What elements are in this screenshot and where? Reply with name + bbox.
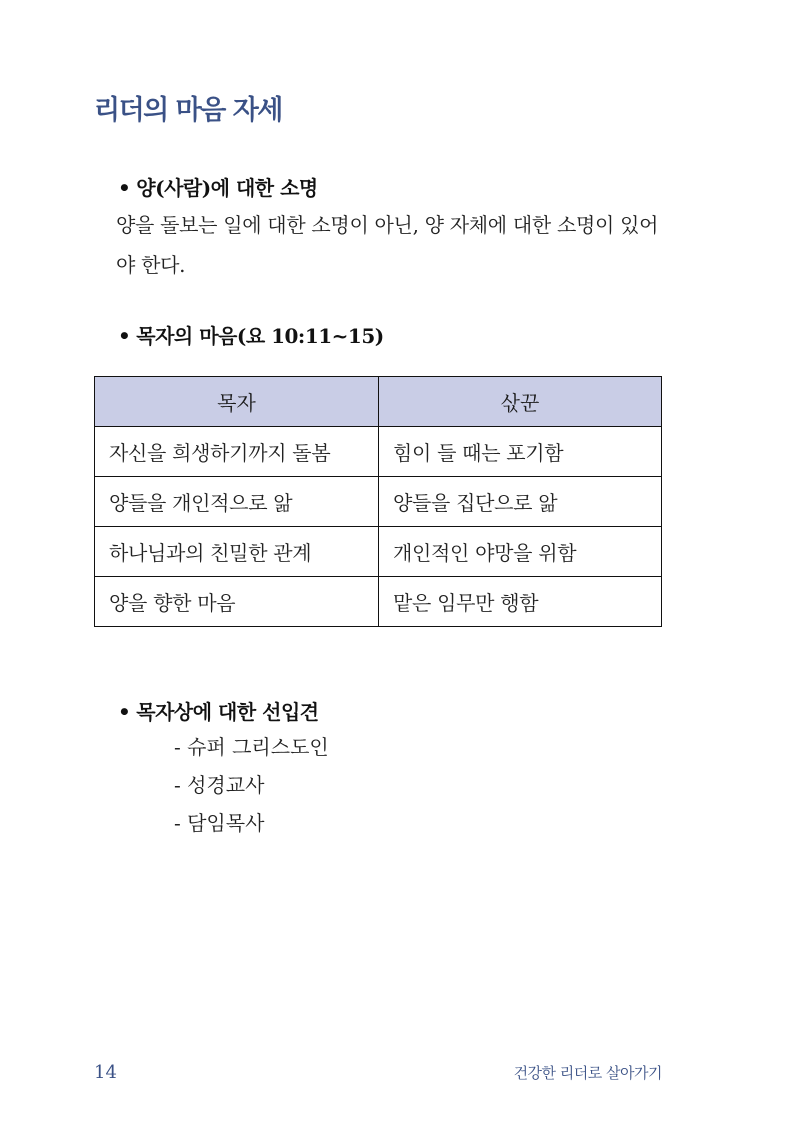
table-cell: 양들을 집단으로 앎 (379, 477, 662, 527)
table-row (95, 427, 662, 477)
column-header-shepherd: 목자 (95, 377, 379, 427)
section-heading-text: 양(사람)에 대한 소명 (136, 176, 318, 200)
bullet-icon: • (118, 176, 131, 200)
page-number: 14 (94, 1062, 117, 1083)
section-heading-calling (118, 172, 318, 201)
table-cell: 힘이 들 때는 포기함 (379, 427, 662, 477)
prejudice-list (174, 728, 329, 842)
bullet-icon: • (118, 700, 131, 724)
column-header-hireling: 삯꾼 (379, 377, 662, 427)
table-cell: 양을 향한 마음 (95, 577, 379, 627)
table-row (95, 527, 662, 577)
table-row (95, 477, 662, 527)
running-footer-title: 건강한 리더로 살아가기 (513, 1064, 662, 1082)
section-heading-shepherd-heart (118, 320, 384, 349)
bullet-icon: • (118, 324, 131, 348)
section-heading-prejudice (118, 696, 319, 725)
table-header-row (95, 377, 662, 427)
list-item: - 성경교사 (174, 773, 265, 797)
section-heading-text: 목자상에 대한 선입견 (136, 700, 319, 724)
list-item: - 담임목사 (174, 811, 265, 835)
list-item: - 슈퍼 그리스도인 (174, 735, 329, 759)
comparison-table (94, 376, 662, 627)
section-heading-text: 목자의 마음(요 10:11~15) (136, 324, 384, 348)
table-cell: 맡은 임무만 행함 (379, 577, 662, 627)
table-cell: 자신을 희생하기까지 돌봄 (95, 427, 379, 477)
table-cell: 양들을 개인적으로 앎 (95, 477, 379, 527)
calling-paragraph: 양을 돌보는 일에 대한 소명이 아닌, 양 자체에 대한 소명이 있어야 한다. (116, 213, 659, 277)
table-row (95, 577, 662, 627)
table-cell: 하나님과의 친밀한 관계 (95, 527, 379, 577)
page-title: 리더의 마음 자세 (94, 95, 282, 126)
table-cell: 개인적인 야망을 위함 (379, 527, 662, 577)
